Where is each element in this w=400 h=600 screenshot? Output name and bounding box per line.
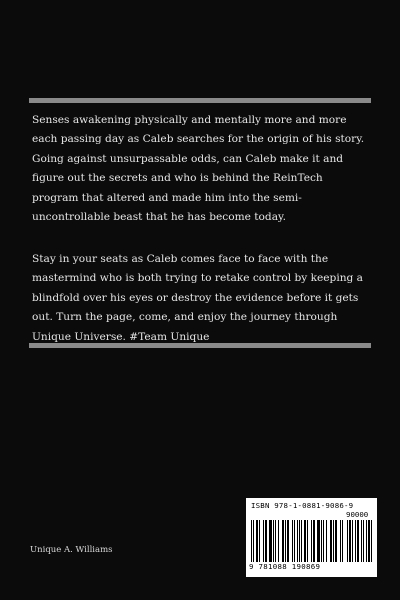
barcode-bar <box>285 520 286 562</box>
barcode-bar <box>355 520 356 562</box>
barcode-bar <box>335 520 337 562</box>
blurb-paragraph-1: Senses awakening physically and mentally more and more each passing day as Caleb searches for the origin of his story. Going against unsurpassable odds, can Caleb make it and figure out the secrets and who is behind the ReinTech program that altered and made him into the semi-uncontrollable beast that he has become today. <box>32 114 365 224</box>
barcode-bar <box>352 520 353 562</box>
barcode-bar <box>340 520 341 562</box>
blurb-paragraph-2: Stay in your seats as Caleb comes face to face with the mastermind who is both trying to retake control by keeping a blindfold over his eyes or destroy the evidence before it gets out. Turn the page, come, and enjoy the journey through Unique Universe. #Team Unique <box>32 253 363 343</box>
barcode-bar <box>321 520 322 562</box>
top-divider-rule <box>29 98 371 103</box>
bottom-divider-rule <box>29 343 371 348</box>
barcode-bar <box>275 520 276 562</box>
barcode-bar <box>292 520 293 562</box>
barcode-bar <box>269 520 272 562</box>
barcode-bar <box>371 520 372 562</box>
barcode-bar <box>265 520 267 562</box>
barcode-bar <box>333 520 334 562</box>
barcode-number: 9 781088 190869 <box>249 562 321 571</box>
barcode-bar <box>263 520 264 562</box>
barcode-bar <box>363 520 364 562</box>
price-code: 90000 <box>346 510 369 519</box>
barcode-bar <box>297 520 298 562</box>
author-name: Unique A. Williams <box>30 545 113 555</box>
barcode-bar <box>311 520 312 562</box>
barcode-bar <box>273 520 274 562</box>
barcode-addon-bars-icon <box>347 520 373 562</box>
barcode-bar <box>366 520 367 562</box>
barcode-bar <box>317 520 320 562</box>
barcode-bar <box>347 520 348 562</box>
barcode-bar <box>287 520 289 562</box>
barcode-bar <box>256 520 258 562</box>
barcode-bar <box>330 520 332 562</box>
barcode-bar <box>278 520 279 562</box>
barcode-bar <box>368 520 370 562</box>
barcode-bar <box>282 520 284 562</box>
isbn-barcode <box>246 498 377 577</box>
barcode-bar <box>259 520 260 562</box>
barcode-bar <box>349 520 351 562</box>
barcode-bar <box>313 520 315 562</box>
barcode-bar <box>301 520 302 562</box>
barcode-bar <box>299 520 300 562</box>
barcode-bar <box>357 520 359 562</box>
barcode-bar <box>342 520 343 562</box>
barcode-bar <box>323 520 324 562</box>
barcode-bars-icon <box>251 520 343 562</box>
barcode-bar <box>253 520 254 562</box>
isbn-label: ISBN 978-1-0881-9086-9 <box>251 501 354 510</box>
barcode-bar <box>307 520 308 562</box>
barcode-bar <box>251 520 252 562</box>
barcode-bar <box>294 520 295 562</box>
barcode-bar <box>361 520 362 562</box>
barcode-bar <box>304 520 306 562</box>
barcode-bar <box>326 520 327 562</box>
